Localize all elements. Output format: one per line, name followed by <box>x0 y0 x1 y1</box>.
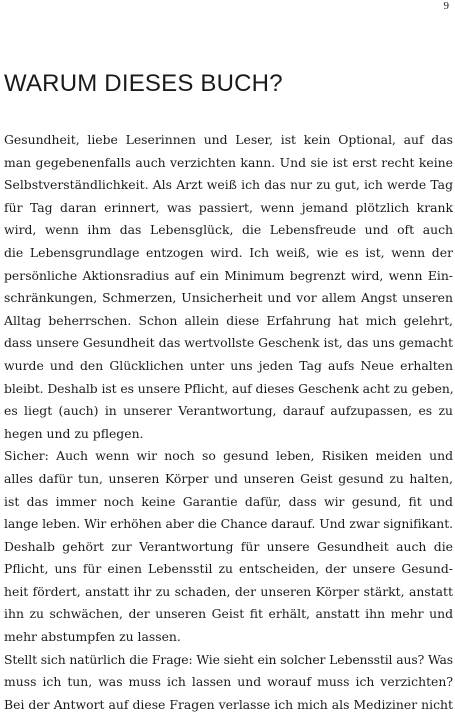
text-line: schränkungen, Schmerzen, Unsicherheit und vor allem Angst unseren <box>4 290 453 306</box>
text-line: Deshalb gehört zur Verantwortung für unsere Gesundheit auch die <box>4 538 453 554</box>
page-number: 9 <box>443 0 449 12</box>
chapter-title: WARUM DIESES BUCH? <box>4 70 283 97</box>
text-line: wurde und den Glücklichen unter uns jeden Tag aufs Neue erhalten <box>4 357 453 373</box>
body-text <box>4 129 453 716</box>
text-line: muss ich tun, was muss ich lassen und worauf muss ich verzichten? <box>4 674 453 690</box>
text-line: mehr abstumpfen zu lassen. <box>4 629 181 645</box>
text-line: bleibt. Deshalb ist es unsere Pflicht, auf dieses Geschenk acht zu geben, <box>4 380 454 396</box>
text-line: Selbstverständlichkeit. Als Arzt weiß ich das nur zu gut, ich werde Tag <box>4 177 453 193</box>
text-line: Alltag beherrschen. Schon allein diese Erfahrung hat mich gelehrt, <box>4 312 453 328</box>
text-line: Stellt sich natürlich die Frage: Wie sieht ein solcher Lebensstil aus? Was <box>4 651 453 667</box>
text-line: Bei der Antwort auf diese Fragen verlasse ich mich als Mediziner nicht <box>4 696 453 712</box>
text-line: Gesundheit, liebe Leserinnen und Leser, ist kein Optional, auf das <box>4 132 453 147</box>
text-line: die Lebensgrundlage entzogen wird. Ich weiß, wie es ist, wenn der <box>4 244 453 260</box>
text-line: für Tag daran erinnert, was passiert, wenn jemand plötzlich krank <box>4 199 453 215</box>
text-line: es liegt (auch) in unserer Verantwortung, darauf aufzupassen, es zu <box>4 403 453 419</box>
text-line: lange leben. Wir erhöhen aber die Chance darauf. Und zwar signifikant. <box>4 516 453 532</box>
text-line: ihn zu schwächen, der unseren Geist fit erhält, anstatt ihn mehr und <box>4 606 453 622</box>
text-line: Sicher: Auch wenn wir noch so gesund leben, Risiken meiden und <box>4 448 453 464</box>
text-line: heit fördert, anstatt ihr zu schaden, der unseren Körper stärkt, anstatt <box>4 583 453 599</box>
text-line: alles dafür tun, unseren Körper und unseren Geist gesund zu halten, <box>4 470 453 486</box>
text-line: wird, wenn ihm das Lebensglück, die Lebensfreude und oft auch <box>4 222 453 238</box>
text-line: ist das immer noch keine Garantie dafür, dass wir gesund, fit und <box>4 493 453 509</box>
text-line: persönliche Aktionsradius auf ein Minimum begrenzt wird, wenn Ein- <box>4 267 453 283</box>
text-line: Pflicht, uns für einen Lebensstil zu entscheiden, der unsere Gesund- <box>4 561 453 577</box>
text-line: hegen und zu pflegen. <box>4 425 144 441</box>
text-line: man gegebenenfalls auch verzichten kann. Und sie ist erst recht keine <box>4 154 453 170</box>
text-line: dass unsere Gesundheit das wertvollste Geschenk ist, das uns gemacht <box>4 335 453 351</box>
